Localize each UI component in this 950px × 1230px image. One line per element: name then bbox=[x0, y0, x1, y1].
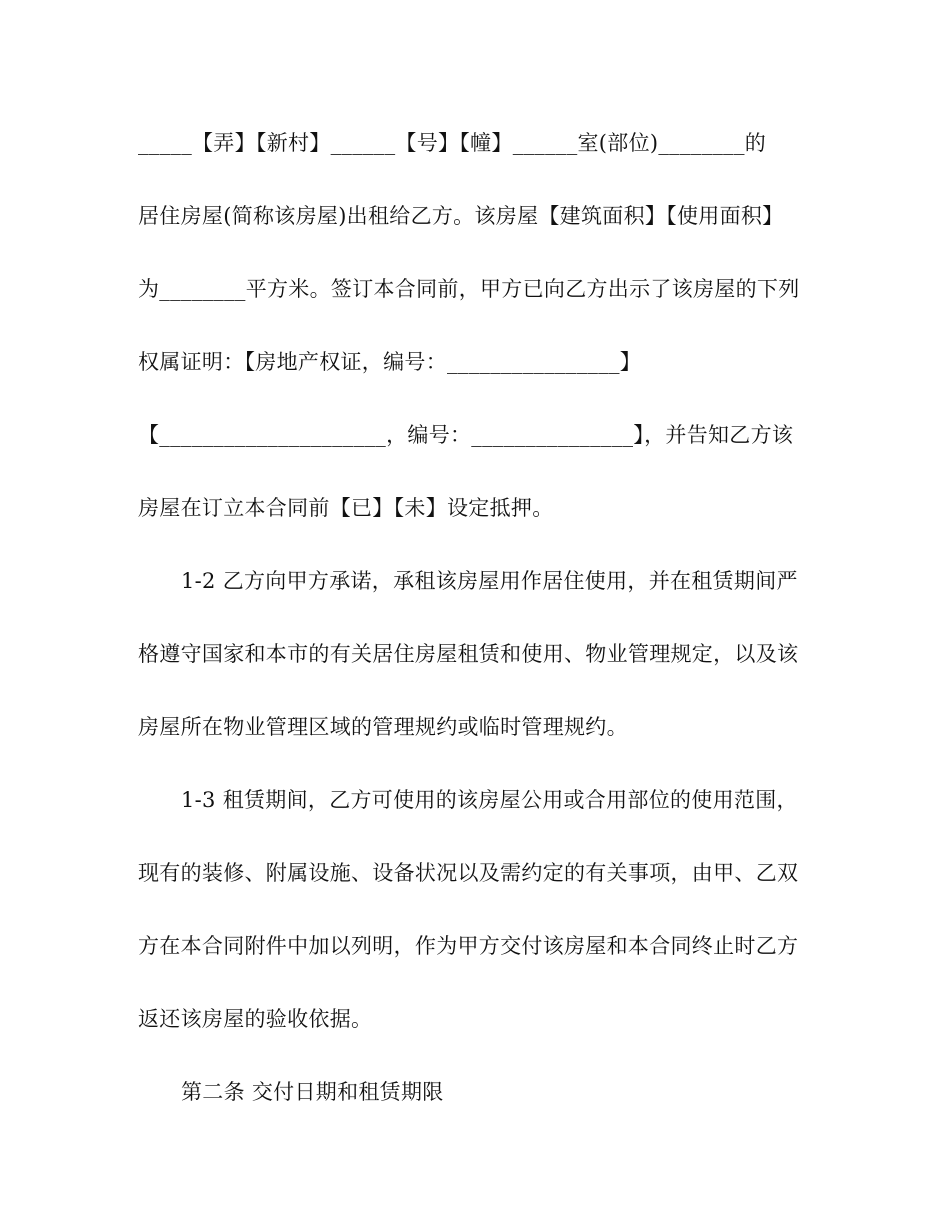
paragraph-line: 返还该房屋的验收依据。 bbox=[138, 1007, 373, 1031]
paragraph-line: 权属证明：【房地产权证，编号：________________】 bbox=[138, 350, 642, 374]
paragraph-line: 现有的装修、附属设施、设备状况以及需约定的有关事项，由甲、乙双 bbox=[138, 861, 799, 885]
paragraph-line: 房屋在订立本合同前【已】【未】设定抵押。 bbox=[138, 496, 554, 520]
paragraph-line: 居住房屋(简称该房屋)出租给乙方。该房屋【建筑面积】【使用面积】 bbox=[138, 204, 784, 228]
paragraph-line: 房屋所在物业管理区域的管理规约或临时管理规约。 bbox=[138, 715, 628, 739]
paragraph-line: 为________平方米。签订本合同前，甲方已向乙方出示了该房屋的下列 bbox=[138, 277, 800, 301]
paragraph-line: 【_____________________，编号：_______________】，并告知乙方该 bbox=[138, 423, 794, 447]
paragraph-line: _____【弄】【新村】______【号】【幢】______室(部位)________的 bbox=[138, 131, 767, 155]
article-2-heading: 第二条 交付日期和租赁期限 bbox=[181, 1080, 444, 1104]
clause-1-3-line: 1-3 租赁期间，乙方可使用的该房屋公用或合用部位的使用范围， bbox=[181, 788, 798, 812]
paragraph-line: 方在本合同附件中加以列明，作为甲方交付该房屋和本合同终止时乙方 bbox=[138, 934, 799, 958]
clause-1-2-line: 1-2 乙方向甲方承诺，承租该房屋用作居住使用，并在租赁期间严 bbox=[181, 569, 798, 593]
paragraph-line: 格遵守国家和本市的有关居住房屋租赁和使用、物业管理规定，以及该 bbox=[138, 642, 799, 666]
